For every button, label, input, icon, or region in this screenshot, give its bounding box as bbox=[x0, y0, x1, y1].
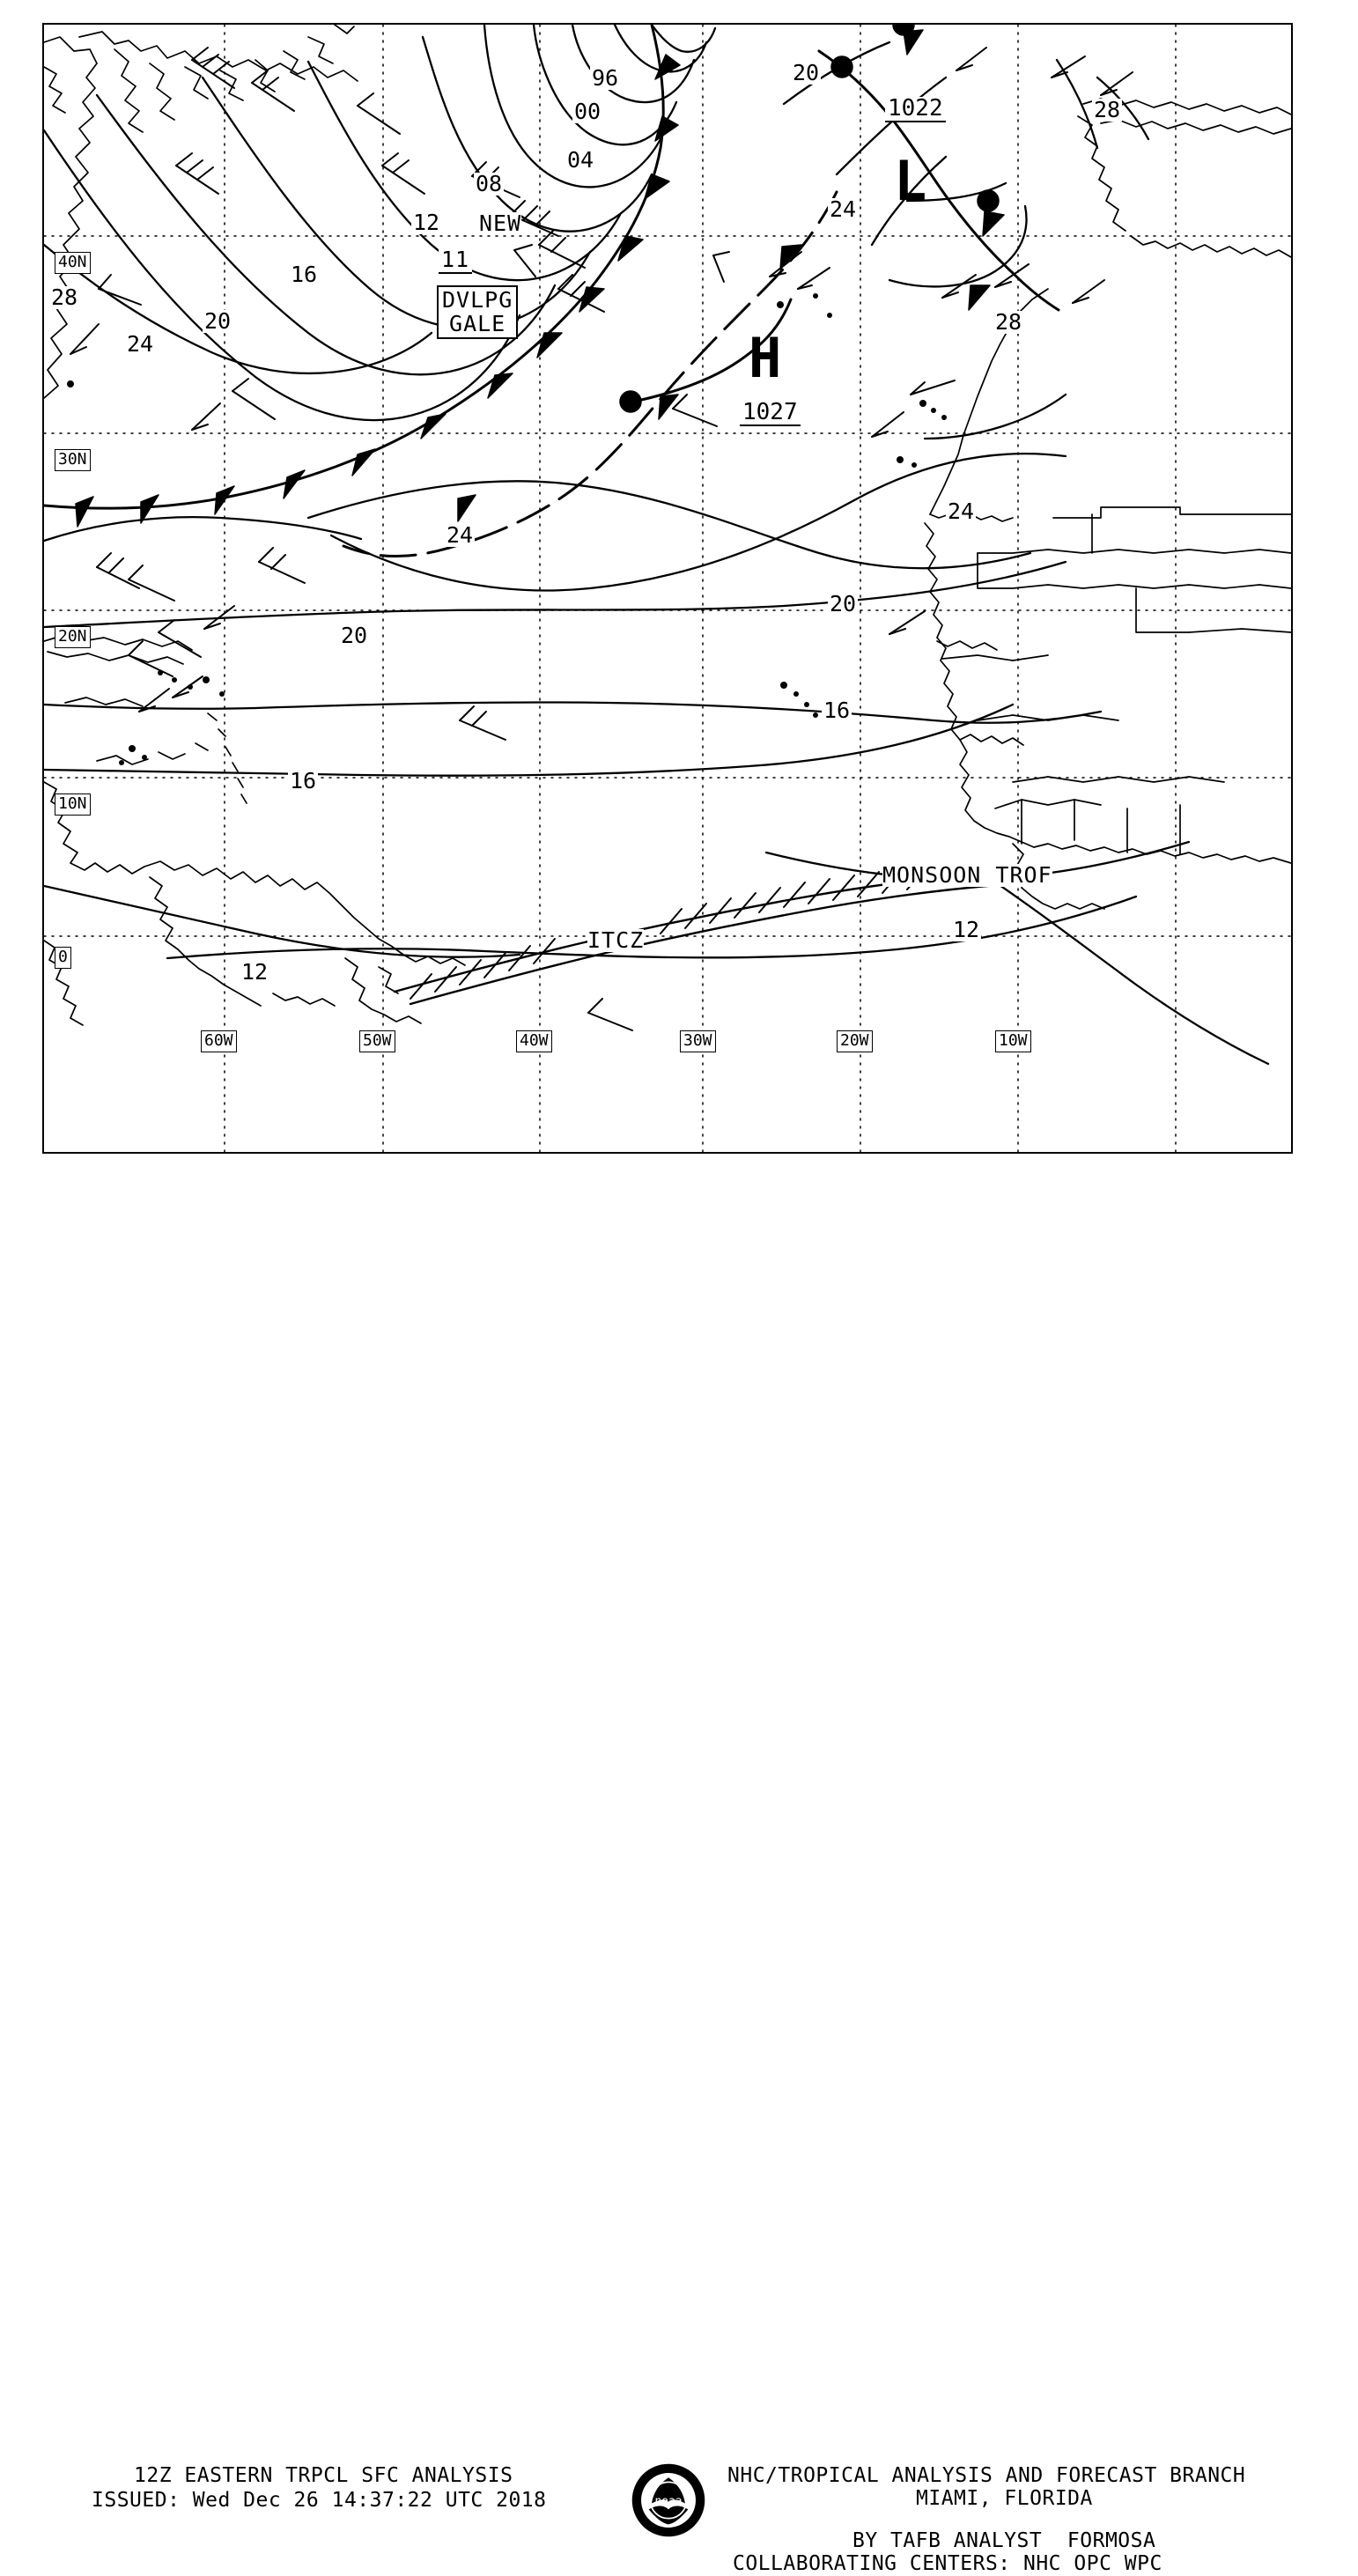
isobar-label: 28 bbox=[51, 284, 78, 310]
isobar-label: 16 bbox=[290, 768, 317, 793]
forecast-branch-line: NHC/TROPICAL ANALYSIS AND FORECAST BRANCH bbox=[727, 2464, 1246, 2487]
low-pressure-value: 1022 bbox=[885, 97, 946, 122]
lon-label-50w: 50W bbox=[359, 1030, 395, 1052]
isobar-label: 20 bbox=[793, 60, 820, 85]
lat-label-40n: 40N bbox=[55, 252, 91, 274]
analysis-title: 12Z EASTERN TRPCL SFC ANALYSIS bbox=[134, 2464, 513, 2487]
itcz-label: ITCZ bbox=[587, 927, 645, 953]
lat-label-0: 0 bbox=[55, 947, 71, 969]
isobar-label: 24 bbox=[447, 522, 474, 548]
low-pressure-center: L bbox=[894, 149, 927, 213]
isobar-label: 20 bbox=[830, 591, 857, 616]
map-panel bbox=[42, 23, 1293, 1154]
cold-front-barbs bbox=[76, 55, 680, 527]
isobar-label: 12 bbox=[413, 210, 440, 235]
isobar-label: 16 bbox=[823, 698, 851, 723]
isobar-label: 96 bbox=[592, 65, 619, 91]
isobar-label: 24 bbox=[127, 331, 154, 357]
collaborating-centers-line: COLLABORATING CENTERS: NHC OPC WPC bbox=[733, 2552, 1162, 2575]
lon-label-30w: 30W bbox=[680, 1030, 716, 1052]
isobar-label: 20 bbox=[341, 623, 368, 648]
map-graphics bbox=[44, 25, 1291, 1152]
isobar-label: 24 bbox=[830, 196, 857, 222]
lat-label-30n: 30N bbox=[55, 449, 91, 471]
isobar-label: 00 bbox=[574, 99, 602, 124]
isobar-label: 16 bbox=[291, 262, 318, 287]
isobar-label: 20 bbox=[204, 308, 232, 334]
pressure-11-label: 11 bbox=[439, 248, 472, 274]
lon-label-20w: 20W bbox=[837, 1030, 873, 1052]
isobar-label: 12 bbox=[953, 917, 980, 942]
lat-label-20n: 20N bbox=[55, 626, 91, 648]
developing-gale-warning-box bbox=[437, 285, 518, 339]
analyst-line: BY TAFB ANALYST FORMOSA bbox=[852, 2529, 1156, 2552]
coastline-north-america bbox=[44, 25, 358, 398]
lat-label-10n: 10N bbox=[55, 793, 91, 816]
graticule bbox=[44, 25, 1291, 1152]
coastline-africa-europe bbox=[925, 99, 1291, 909]
lon-label-10w: 10W bbox=[995, 1030, 1031, 1052]
issued-timestamp: ISSUED: Wed Dec 26 14:37:22 UTC 2018 bbox=[92, 2489, 547, 2512]
footer bbox=[0, 1229, 1358, 2575]
front-near-low bbox=[819, 51, 1059, 310]
monsoon-trough-label: MONSOON TROF bbox=[882, 862, 1052, 888]
isobar-label: 04 bbox=[567, 147, 594, 173]
isobar-label: 28 bbox=[995, 309, 1022, 335]
new-front-label: NEW bbox=[479, 210, 522, 236]
noaa-logo-text: noaa bbox=[654, 2495, 683, 2509]
high-pressure-value: 1027 bbox=[740, 401, 801, 426]
lon-label-40w: 40W bbox=[516, 1030, 552, 1052]
isobar-label: 08 bbox=[476, 171, 503, 196]
gale-box-line-1: DVLPG bbox=[442, 287, 513, 313]
gale-box-line-2: GALE bbox=[449, 311, 506, 336]
isobar-label: 24 bbox=[948, 498, 975, 524]
noaa-logo-icon bbox=[631, 2462, 706, 2538]
island-dots bbox=[67, 293, 947, 765]
lon-label-60w: 60W bbox=[201, 1030, 237, 1052]
high-pressure-center: H bbox=[749, 326, 782, 390]
isobar-label: 12 bbox=[241, 959, 269, 985]
isobar-label: 28 bbox=[1094, 97, 1121, 122]
office-city-line: MIAMI, FLORIDA bbox=[916, 2487, 1093, 2510]
